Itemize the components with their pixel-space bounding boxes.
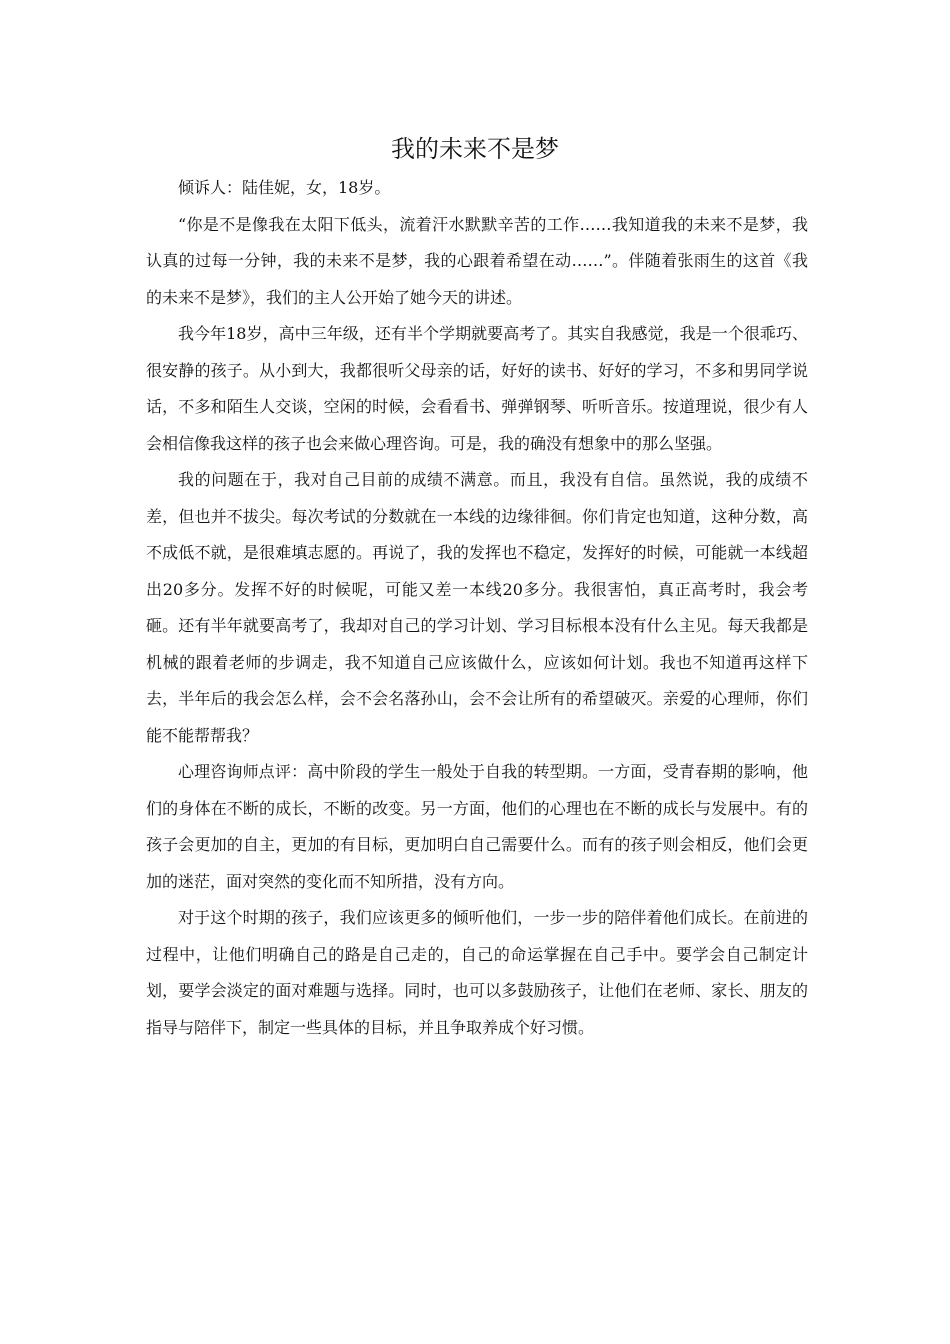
self-introduction-paragraph: 我今年18岁，高中三年级，还有半个学期就要高考了。其实自我感觉，我是一个很乖巧、很安静的孩子。从小到大，我都很听父母亲的话，好好的读书、好好的学习，不多和男同学说话，不多和陌生人交谈，空闲的时候，会看看书、弹弹钢琴、听听音乐。按道理说，很少有人会相信像我这样的孩子也会来做心理咨询。可是，我的确没有想象中的那么坚强。	[146, 324, 808, 453]
advice-paragraph: 对于这个时期的孩子，我们应该更多的倾听他们，一步一步的陪伴着他们成长。在前进的过程中，让他们明确自己的路是自己走的，自己的命运掌握在自己手中。要学会自己制定计划，要学会淡定的面对难题与选择。同时，也可以多鼓励孩子，让他们在老师、家长、朋友的指导与陪伴下，制定一些具体的目标，并且争取养成个好习惯。	[146, 908, 808, 1037]
document-body	[146, 170, 808, 1046]
problem-description-paragraph: 我的问题在于，我对自己目前的成绩不满意。而且，我没有自信。虽然说，我的成绩不差，但也并不拔尖。每次考试的分数就在一本线的边缘徘徊。你们肯定也知道，这种分数，高不成低不就，是很难填志愿的。再说了，我的发挥也不稳定，发挥好的时候，可能就一本线超出20多分。发挥不好的时候呢，可能又差一本线20多分。我很害怕，真正高考时，我会考砸。还有半年就要高考了，我却对自己的学习计划、学习目标根本没有什么主见。每天我都是机械的跟着老师的步调走，我不知道自己应该做什么，应该如何计划。我也不知道再这样下去，半年后的我会怎么样，会不会名落孙山，会不会让所有的希望破灭。亲爱的心理师，你们能不能帮帮我？	[146, 470, 808, 745]
song-intro-paragraph: “你是不是像我在太阳下低头，流着汗水默默辛苦的工作……我知道我的未来不是梦，我认真的过每一分钟，我的未来不是梦，我的心跟着希望在动……”。伴随着张雨生的这首《我的未来不是梦》，我们的主人公开始了她今天的讲述。	[146, 214, 808, 307]
document-title: 我的未来不是梦	[391, 135, 559, 163]
narrator-info-paragraph: 倾诉人：陆佳妮，女，18岁。	[178, 178, 391, 197]
counselor-comment-paragraph: 心理咨询师点评：高中阶段的学生一般处于自我的转型期。一方面，受青春期的影响，他们的身体在不断的成长，不断的改变。另一方面，他们的心理也在不断的成长与发展中。有的孩子会更加的自主，更加的有目标，更加明白自己需要什么。而有的孩子则会相反，他们会更加的迷茫，面对突然的变化而不知所措，没有方向。	[146, 762, 808, 891]
